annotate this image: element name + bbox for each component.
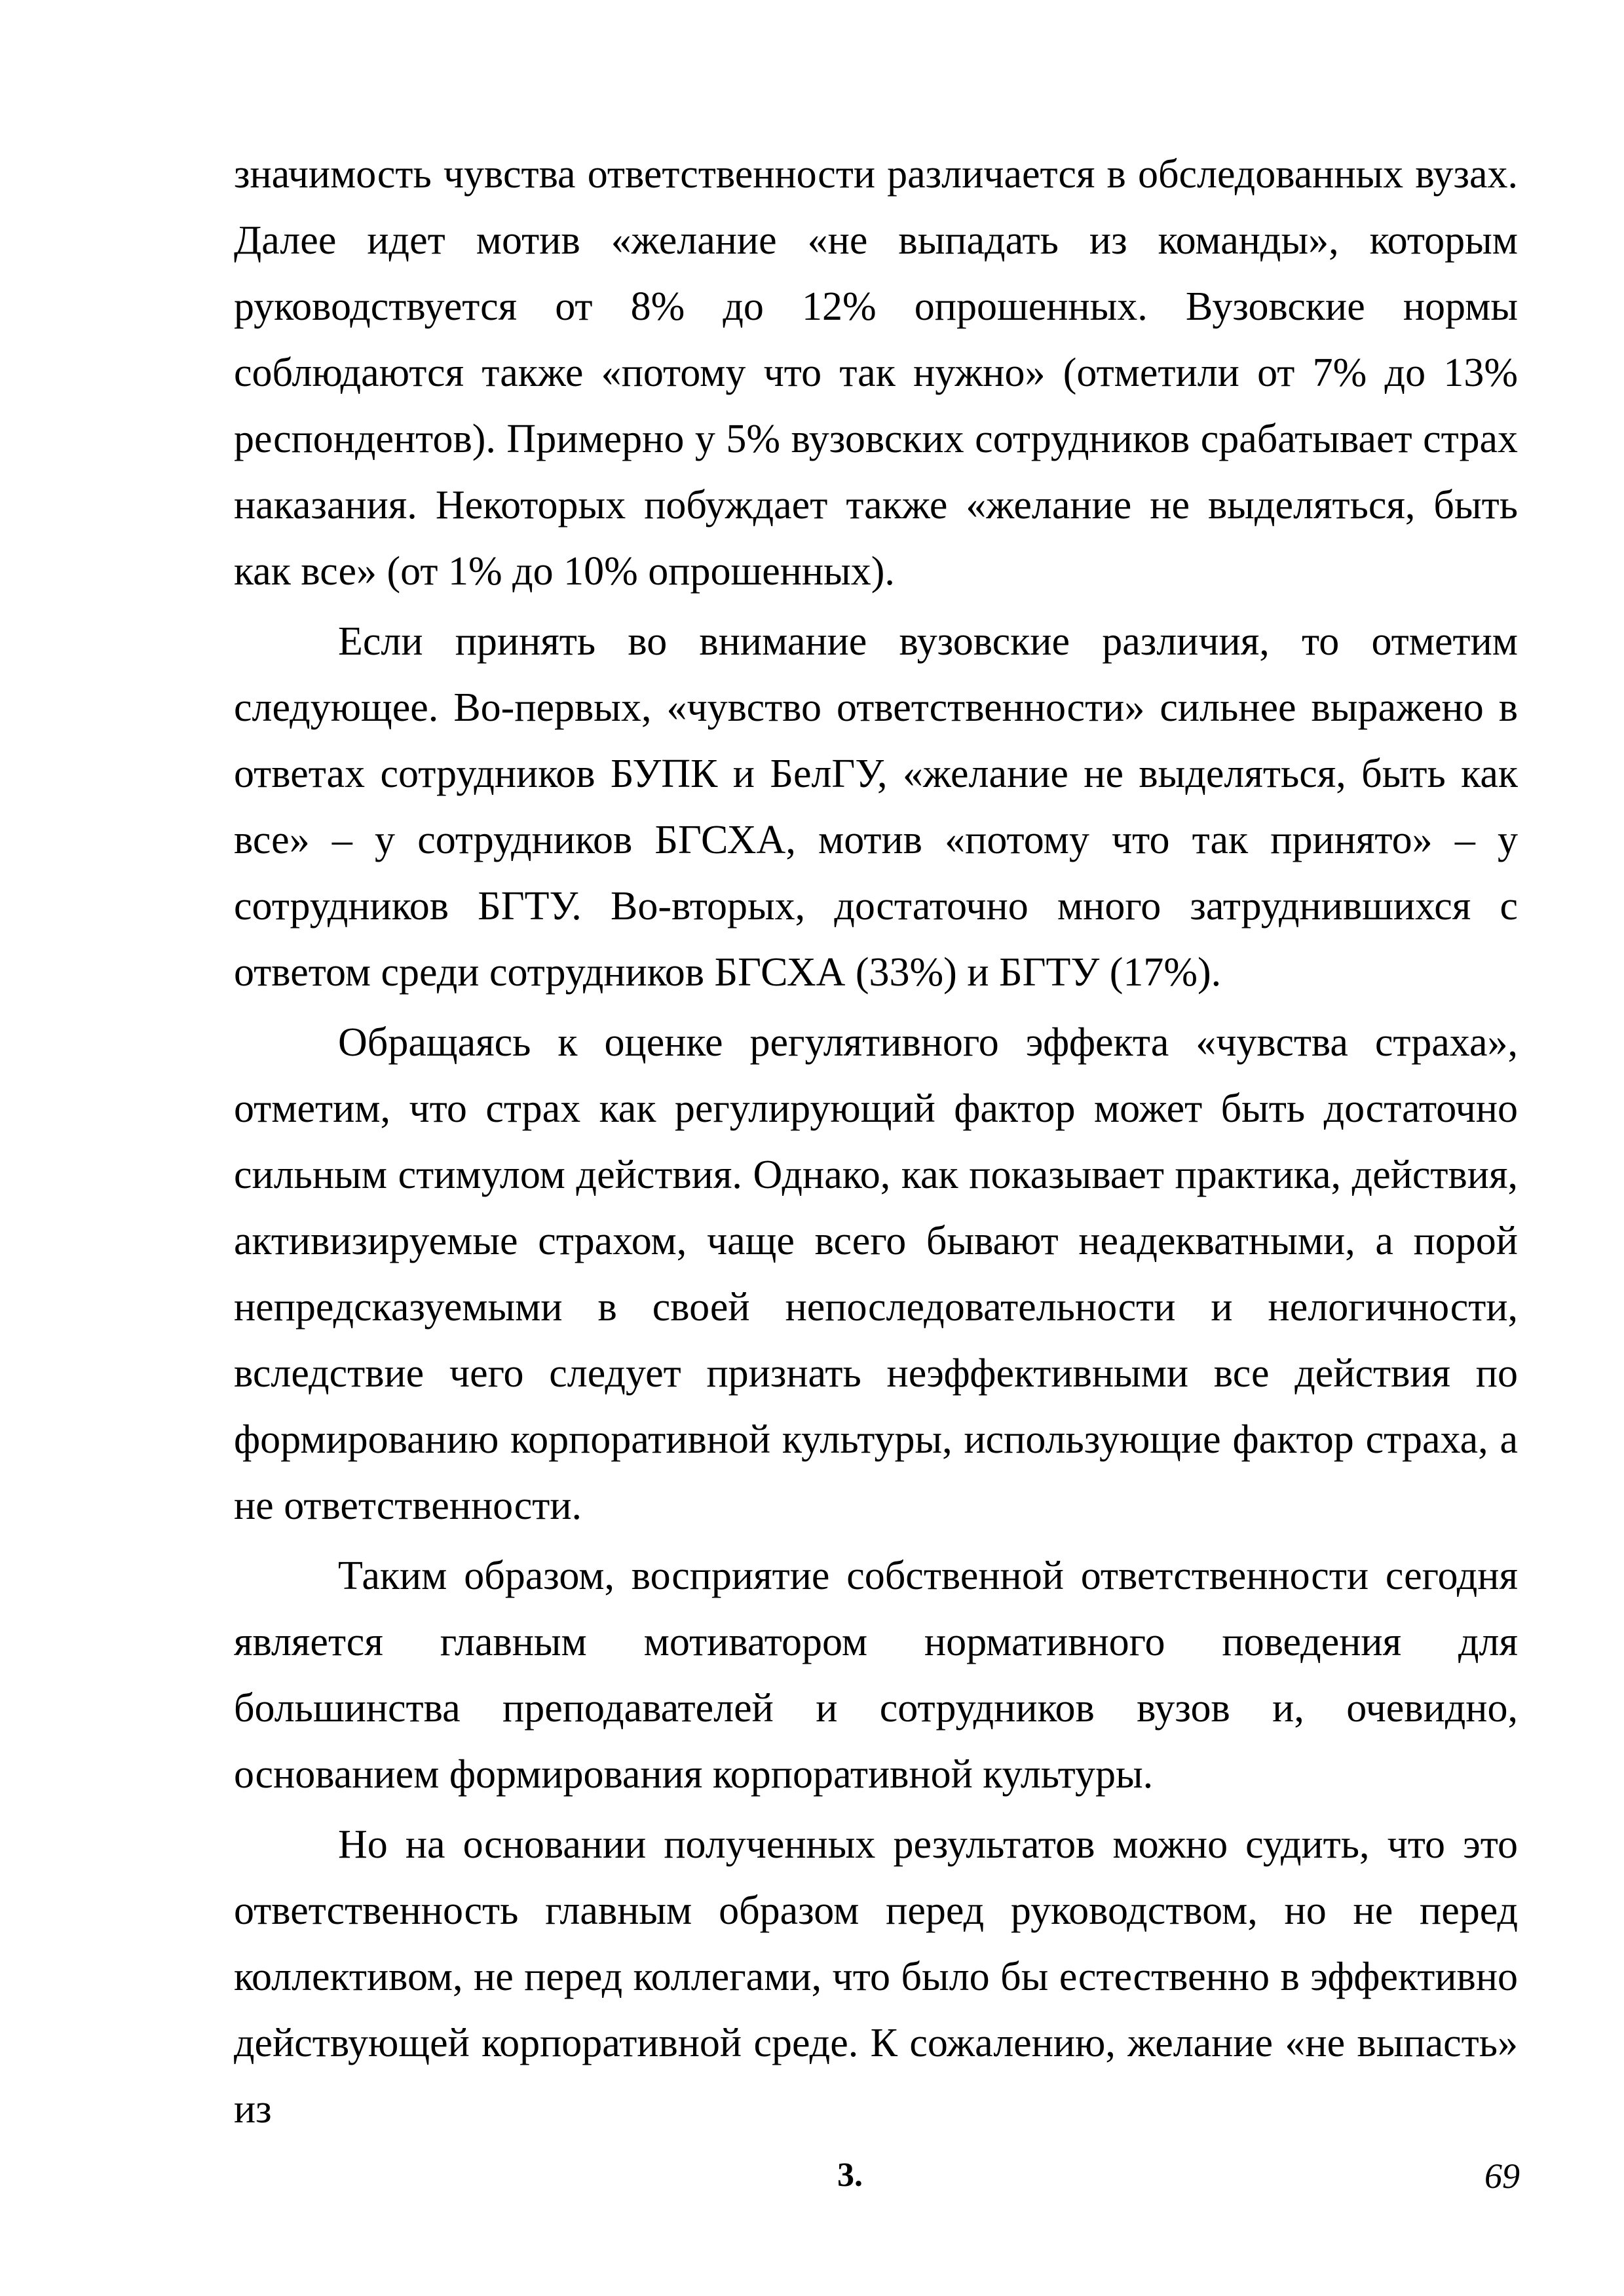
paragraph-2: Если принять во внимание вузовские различия, то отметим следующее. Во-первых, «чувство ответственности» сильнее выражено в ответах сотрудников БУПК и БелГУ, «желание не выделяться, быть как все» – у сотрудников БГСХА, мотив «потому что так принято» – у сотрудников БГТУ. Во-вторых, достаточно много затруднившихся с ответом среди сотрудников БГСХА (33%) и БГТУ (17%). xyxy=(234,619,1518,995)
page-number: 69 xyxy=(1484,2156,1520,2196)
paragraph-5: Но на основании полученных результатов можно судить, что это ответственность главным образом перед руководством, но не перед коллективом, не перед коллегами, что было бы естественно в эффективно действующей корпоративной среде. К сожалению, желание «не выпасть» из xyxy=(234,1822,1518,2132)
page-body xyxy=(234,142,1518,2143)
footer-section-mark: 3. xyxy=(837,2156,863,2194)
paragraph-3: Обращаясь к оценке регулятивного эффекта «чувства страха», отметим, что страх как регулирующий фактор может быть достаточно сильным стимулом действия. Однако, как показывает практика, действия, активизируемые страхом, чаще всего бывают неадекватными, а порой непредсказуемыми в своей непоследовательности и нелогичности, вследствие чего следует признать неэффективными все действия по формированию корпоративной культуры, использующие фактор страха, а не ответственности. xyxy=(234,1020,1518,1528)
paragraph-4: Таким образом, восприятие собственной ответственности сегодня является главным мотиватором нормативного поведения для большинства преподавателей и сотрудников вузов и, очевидно, основанием формирования корпоративной культуры. xyxy=(234,1554,1518,1797)
paragraph-1: значимость чувства ответственности различается в обследованных вузах. Далее идет мотив «желание «не выпадать из команды», которым руководствуется от 8% до 12% опрошенных. Вузовские нормы соблюдаются также «потому что так нужно» (отметили от 7% до 13% респондентов). Примерно у 5% вузовских сотрудников срабатывает страх наказания. Некоторых побуждает также «желание не выделяться, быть как все» (от 1% до 10% опрошенных). xyxy=(234,152,1518,594)
